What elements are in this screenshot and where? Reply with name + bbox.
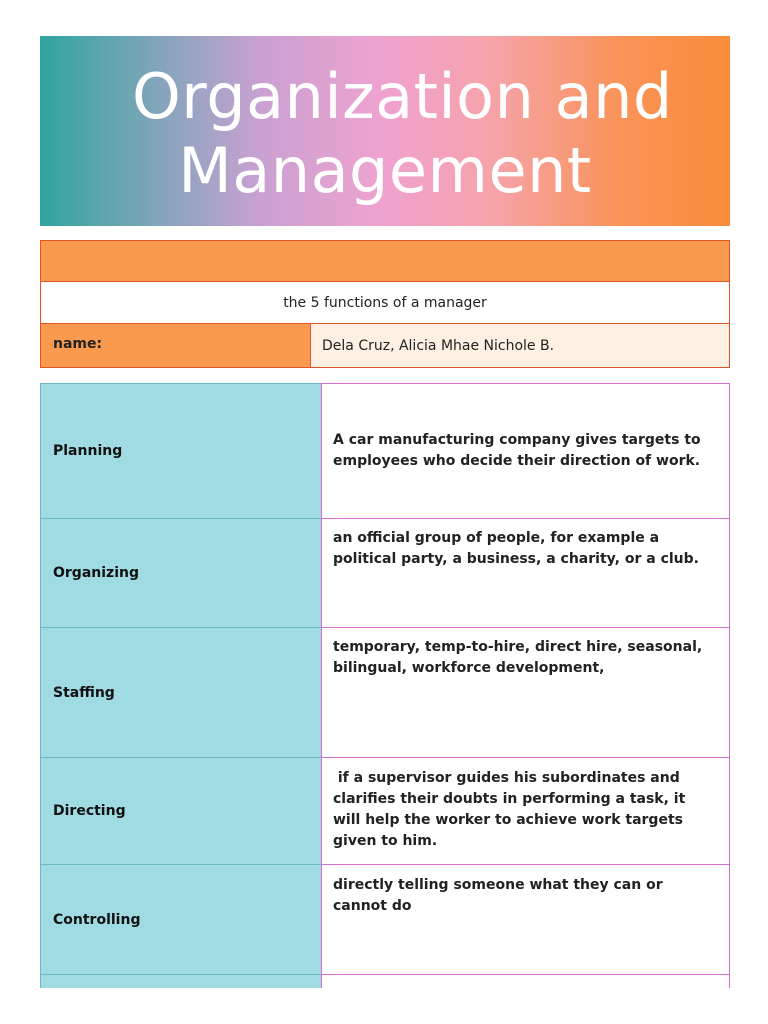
function-row-directing — [41, 758, 730, 865]
function-label: Planning — [41, 384, 322, 519]
function-row-planning — [41, 384, 730, 519]
title-banner — [40, 36, 730, 226]
functions-table — [40, 383, 730, 1015]
page-bottom-margin — [0, 988, 768, 1024]
function-description: directly telling someone what they can or cannot do — [322, 865, 730, 975]
info-table — [40, 240, 730, 368]
function-description: an official group of people, for example a political party, a business, a charity, or a club. — [322, 519, 730, 628]
function-label: Organizing — [41, 519, 322, 628]
function-description: if a supervisor guides his subordinates and clarifies their doubts in performing a task, it will help the worker to achieve work targets given to him. — [322, 758, 730, 865]
page-title — [40, 60, 730, 208]
info-header-cell — [41, 241, 730, 282]
function-description: temporary, temp-to-hire, direct hire, seasonal, bilingual, workforce development, — [322, 628, 730, 758]
function-row-organizing — [41, 519, 730, 628]
function-label: Controlling — [41, 865, 322, 975]
function-row-staffing — [41, 628, 730, 758]
function-label: Staffing — [41, 628, 322, 758]
name-label: name: — [41, 324, 311, 368]
name-value: Dela Cruz, Alicia Mhae Nichole B. — [311, 324, 730, 368]
subtitle-cell: the 5 functions of a manager — [41, 282, 730, 324]
info-header-row — [41, 241, 730, 282]
function-description: A car manufacturing company gives targets to employees who decide their direction of work. — [322, 384, 730, 519]
subtitle-row — [41, 282, 730, 324]
function-label: Directing — [41, 758, 322, 865]
title-line-2: Management — [178, 134, 592, 207]
name-row — [41, 324, 730, 368]
function-row-controlling — [41, 865, 730, 975]
title-line-1: Organization and — [132, 60, 673, 133]
